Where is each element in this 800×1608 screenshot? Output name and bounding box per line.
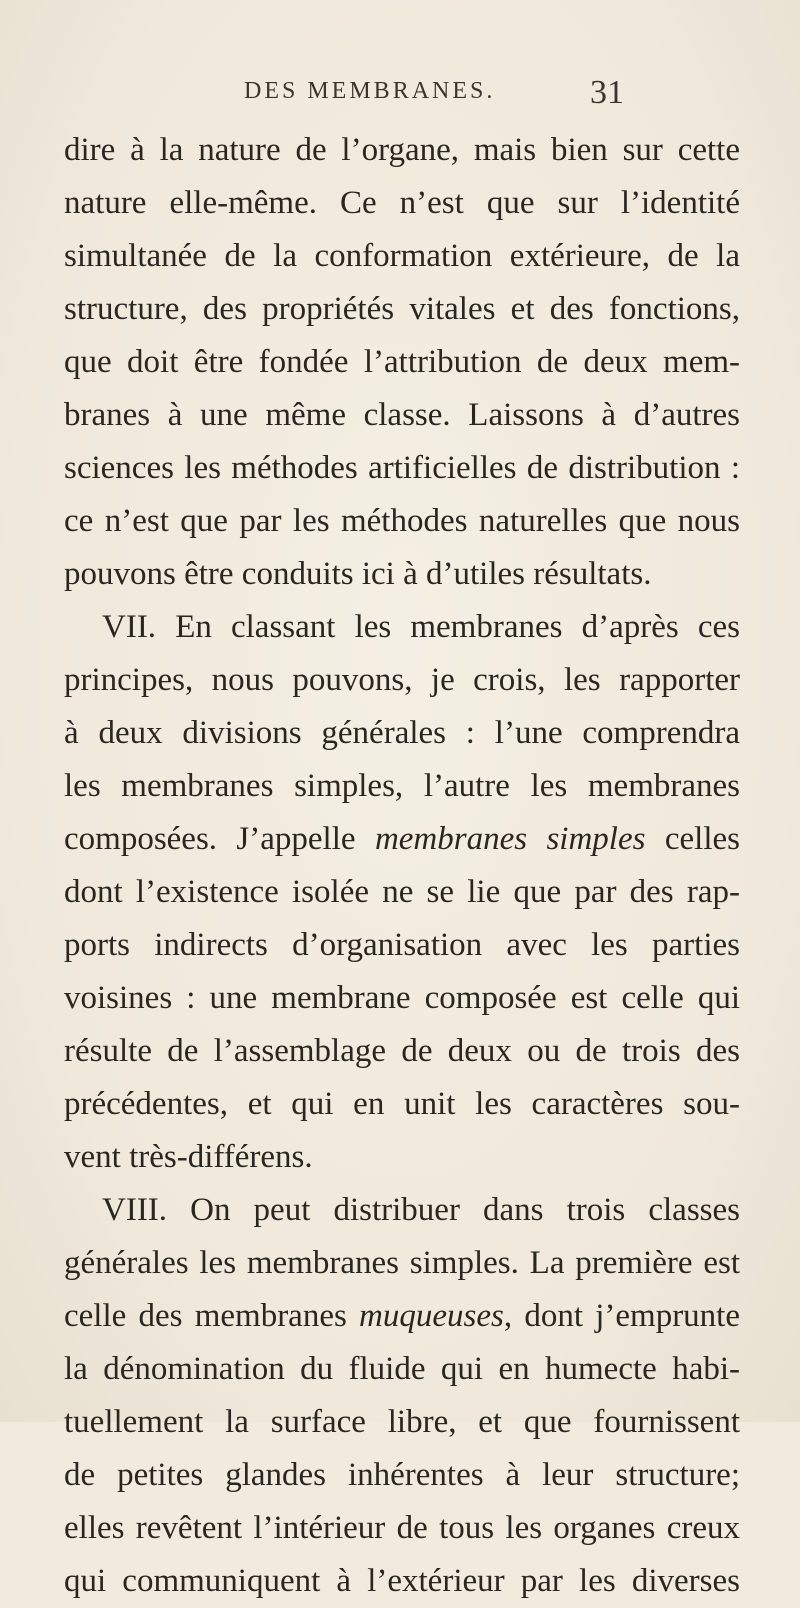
text-segment: , dont j’emprunte (503, 1298, 740, 1334)
text-line: vent très-différens. (64, 1139, 313, 1175)
text-line: la dénomination du fluide qui en humecte habi- (64, 1351, 740, 1387)
text-line: ce n’est que par les méthodes naturelles que nous (64, 503, 740, 539)
text-line: structure, des propriétés vitales et des fonctions, (64, 291, 740, 327)
text-line: qui communiquent à l’extérieur par les diverses (64, 1563, 740, 1599)
body-text (64, 124, 740, 1608)
text-segment: composées. J’appelle (64, 821, 356, 857)
paragraph-start: VII. En classant les membranes d’après ces (102, 609, 740, 645)
text-line: nature elle-même. Ce n’est que sur l’identité (64, 185, 740, 221)
text-line: principes, nous pouvons, je crois, les rapporter (64, 662, 740, 698)
italic-term: muqueuses (359, 1298, 504, 1334)
text-line: à deux divisions générales : l’une comprendra (64, 715, 740, 751)
text-line: que doit être fondée l’attribution de deux mem- (64, 344, 740, 380)
text-line: pouvons être conduits ici à d’utiles résultats. (64, 556, 652, 592)
text-line: voisines : une membrane composée est celle qui (64, 980, 740, 1016)
text-line: de petites glandes inhérentes à leur structure; (64, 1457, 740, 1493)
text-line: simultanée de la conformation extérieure, de la (64, 238, 740, 274)
italic-term: membranes simples (374, 821, 646, 857)
text-line: ports indirects d’organisation avec les parties (64, 927, 740, 963)
text-line: dont l’existence isolée ne se lie que par des rap- (64, 874, 740, 910)
text-line (64, 813, 740, 866)
running-head: DES MEMBRANES. (244, 78, 496, 104)
text-line: elles revêtent l’intérieur de tous les organes creux (64, 1510, 740, 1546)
page-header (0, 74, 800, 118)
text-line: sciences les méthodes artificielles de distribution : (64, 450, 740, 486)
text-line: résulte de l’assemblage de deux ou de trois des (64, 1033, 740, 1069)
paragraph-start: VIII. On peut distribuer dans trois classes (102, 1192, 740, 1228)
text-line: branes à une même classe. Laissons à d’autres (64, 397, 740, 433)
text-segment: celle des membranes (64, 1298, 347, 1334)
text-line (64, 1290, 740, 1343)
text-line: précédentes, et qui en unit les caractères sou- (64, 1086, 740, 1122)
text-line: générales les membranes simples. La première est (64, 1245, 740, 1281)
page-number: 31 (590, 74, 624, 111)
text-line: dire à la nature de l’organe, mais bien sur cette (64, 132, 740, 168)
text-line: les membranes simples, l’autre les membranes (64, 768, 740, 804)
text-segment: celles (664, 821, 740, 857)
text-line: tuellement la surface libre, et que fournissent (64, 1404, 740, 1440)
